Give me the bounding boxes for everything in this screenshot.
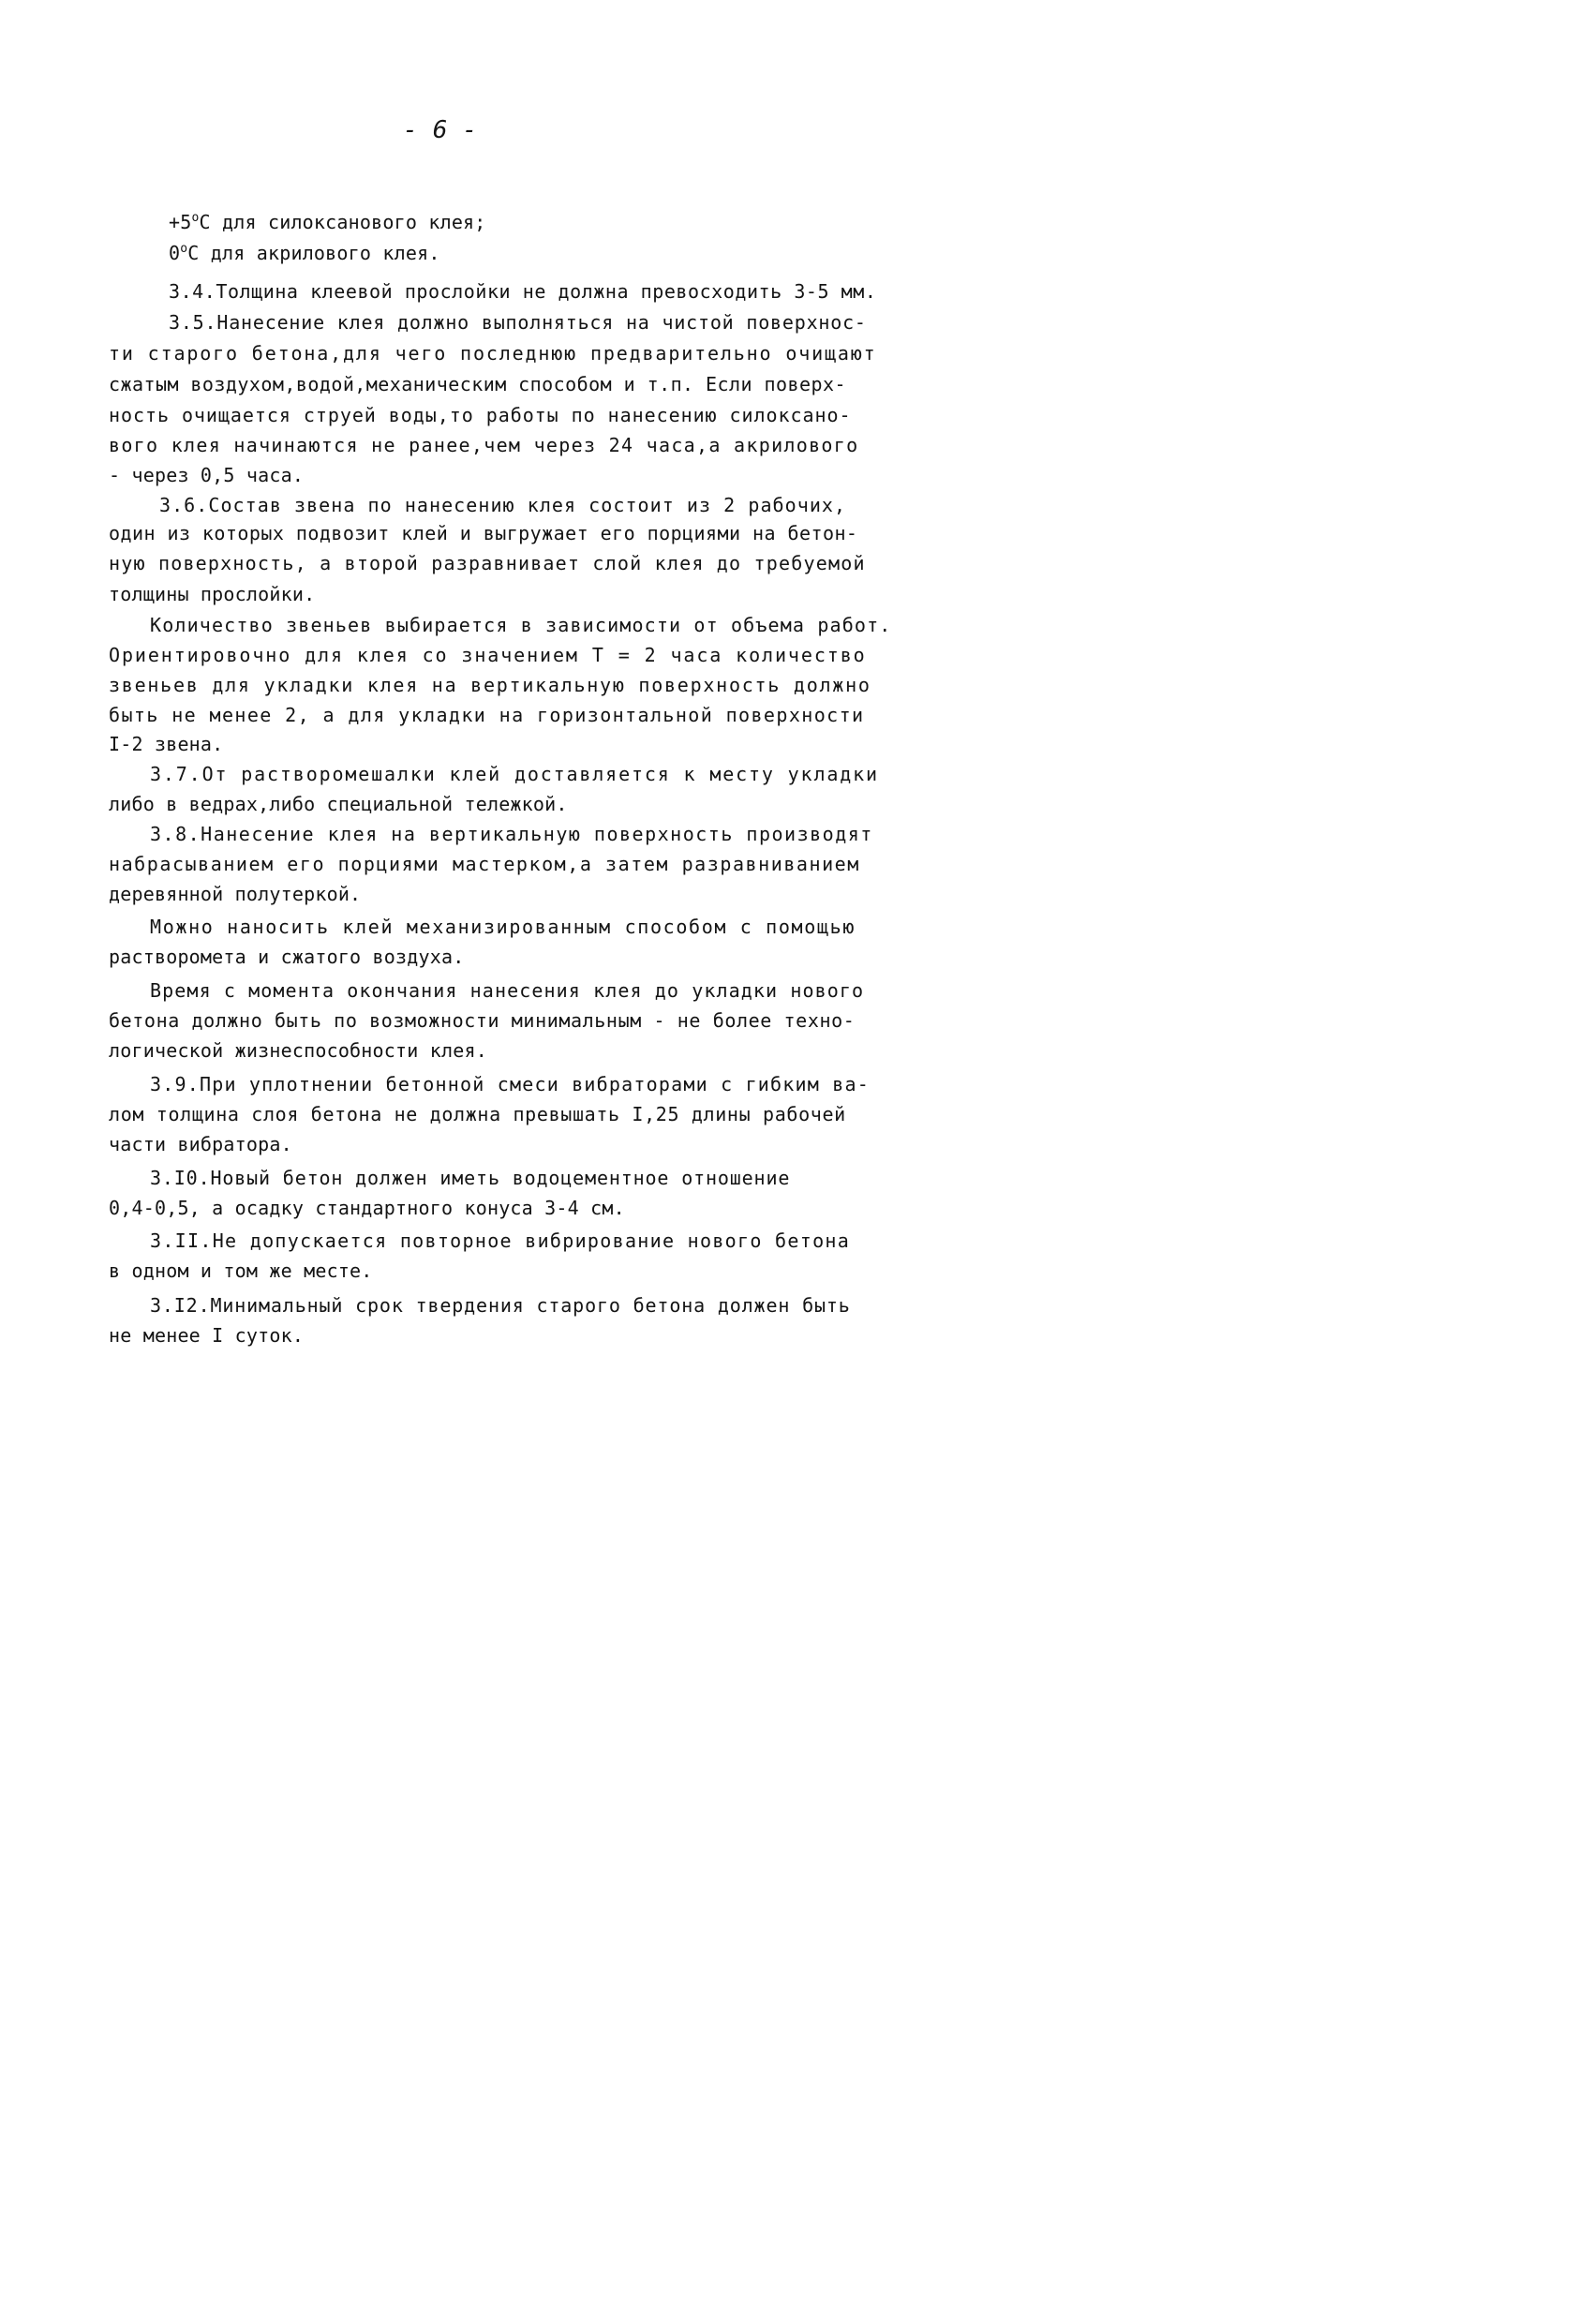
text-line: деревянной полутеркой. bbox=[109, 883, 362, 905]
section-3-8: 3.8.Нанесение клея на вертикальную поверхность производят bbox=[150, 823, 873, 845]
text-line: быть не менее 2, а для укладки на горизонтальной поверхности bbox=[109, 704, 865, 726]
section-3-6: 3.6.Состав звена по нанесению клея состоит из 2 рабочих, bbox=[159, 494, 847, 516]
text-line: части вибратора. bbox=[109, 1133, 292, 1155]
text-line: лом толщина слоя бетона не должна превышать I,25 длины рабочей bbox=[109, 1103, 846, 1125]
degree-sign: o bbox=[191, 211, 200, 225]
section-3-10: 3.I0.Новый бетон должен иметь водоцементное отношение bbox=[150, 1167, 791, 1189]
page-number: - 6 - bbox=[403, 116, 478, 144]
text-line: ность очищается струей воды,то работы по нанесению силоксано- bbox=[109, 404, 852, 426]
text-line: растворомета и сжатого воздуха. bbox=[109, 946, 465, 968]
text-line: Можно наносить клей механизированным способом с помощью bbox=[150, 916, 856, 938]
text-line: один из которых подвозит клей и выгружает его порциями на бетон- bbox=[109, 522, 858, 544]
text-line: Ориентировочно для клея со значением Т = 2 часа количество bbox=[109, 644, 867, 666]
text-line: - через 0,5 часа. bbox=[109, 464, 305, 486]
text-line: набрасыванием его порциями мастерком,а затем разравниванием bbox=[109, 853, 860, 875]
section-3-11: 3.II.Не допускается повторное вибрирование нового бетона bbox=[150, 1229, 851, 1252]
text-line: звеньев для укладки клея на вертикальную поверхность должно bbox=[109, 674, 871, 696]
text-line: ти старого бетона,для чего последнюю предварительно очищают bbox=[109, 342, 877, 365]
text-line: Время с момента окончания нанесения клея до укладки нового bbox=[150, 979, 865, 1002]
document-page bbox=[0, 0, 1004, 1455]
line-fragment: С для силоксанового клея; bbox=[199, 211, 486, 233]
line-fragment: С для акрилового клея. bbox=[187, 242, 440, 264]
text-line: ную поверхность, а второй разравнивает слой клея до требуемой bbox=[109, 552, 866, 574]
line-fragment: +5 bbox=[169, 211, 192, 233]
text-line: 0,4-0,5, а осадку стандартного конуса 3-4 см. bbox=[109, 1197, 625, 1219]
text-line: в одном и том же месте. bbox=[109, 1259, 373, 1282]
section-3-7: 3.7.От растворомешалки клей доставляется к месту укладки bbox=[150, 763, 879, 785]
text-line: вого клея начинаются не ранее,чем через 24 часа,а акрилового bbox=[109, 434, 859, 456]
text-line: I-2 звена. bbox=[109, 733, 224, 755]
text-line: либо в ведрах,либо специальной тележкой. bbox=[109, 793, 568, 815]
text-line: толщины прослойки. bbox=[109, 583, 316, 605]
section-3-4: 3.4.Толщина клеевой прослойки не должна превосходить 3-5 мм. bbox=[169, 280, 877, 303]
section-3-9: 3.9.При уплотнении бетонной смеси вибраторами с гибким ва- bbox=[150, 1073, 870, 1095]
text-line bbox=[169, 241, 440, 269]
text-line: Количество звеньев выбирается в зависимости от объема работ. bbox=[150, 614, 892, 636]
text-line: сжатым воздухом,водой,механическим способом и т.п. Если поверх- bbox=[109, 373, 846, 395]
section-3-5: 3.5.Нанесение клея должно выполняться на чистой поверхнос- bbox=[169, 311, 867, 334]
text-line: бетона должно быть по возможности минимальным - не более техно- bbox=[109, 1009, 856, 1032]
section-3-12: 3.I2.Минимальный срок твердения старого бетона должен быть bbox=[150, 1294, 851, 1317]
degree-sign: о bbox=[180, 242, 188, 256]
text-line: не менее I суток. bbox=[109, 1324, 305, 1347]
text-line bbox=[169, 210, 486, 238]
line-fragment: 0 bbox=[169, 242, 181, 264]
text-line: логической жизнеспособности клея. bbox=[109, 1039, 487, 1062]
